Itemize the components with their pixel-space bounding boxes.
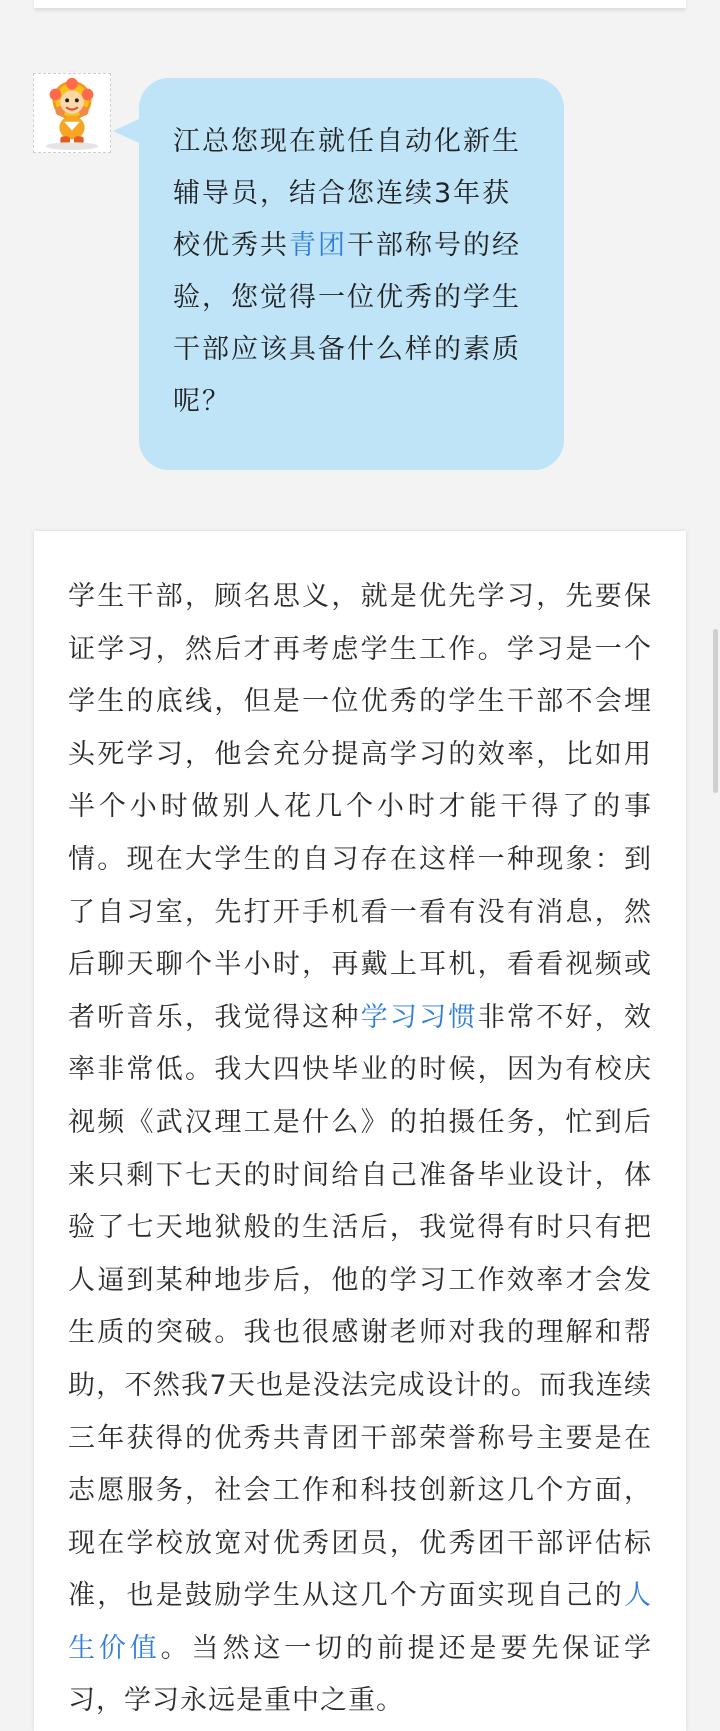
answer-card <box>34 531 686 1731</box>
vertical-scrollbar[interactable] <box>713 629 718 793</box>
answer-text <box>68 571 652 1728</box>
answer-link-study-habits[interactable]: 学习习惯 <box>360 1001 478 1033</box>
question-text <box>173 116 530 428</box>
answer-link-life-value[interactable]: 人生价值 <box>68 1580 652 1664</box>
answer-text-part-2: 非常不好，效率非常低。我大四快毕业的时候，因为有校庆视频《武汉理工是什么》的拍摄任务，忙到后来只剩下七天的时间给自己准备毕业设计，体验了七天地狱般的生活后，我觉得有时只有把人逼到某种地步后，他的学习工作效率才会发生质的突破。我也很感谢老师对我的理解和帮助，不然我7天也是没法完成设计的。而我连续三年获得的优秀共青团干部荣誉称号主要是在志愿服务，社会工作和科技创新这几个方面，现在学校放宽对优秀团员，优秀团干部评估标准，也是鼓励学生从这几个方面实现自己的 <box>68 1001 653 1612</box>
previous-card-edge <box>34 0 686 9</box>
speech-bubble-tail <box>113 118 141 144</box>
answer-text-part-1: 学生干部，顾名思义，就是优先学习，先要保证学习，然后才再考虑学生工作。学习是一个学生的底线，但是一位优秀的学生干部不会埋头死学习，他会充分提高学习的效率，比如用半个小时做别人花几个小时才能干得了的事情。现在大学生的自习存在这样一种现象：到了自习室，先打开手机看一看有没有消息，然后聊天聊个半小时，再戴上耳机，看看视频或者听音乐，我觉得这种 <box>68 581 652 1033</box>
question-bubble <box>139 78 564 470</box>
question-text-before-link: 江总您现在就任自动化新生辅导员，结合您连续3年获校优秀共 <box>173 126 521 261</box>
answer-text-part-3: 。当然这一切的前提还是要先保证学习，学习永远是重中之重。 <box>68 1632 653 1717</box>
question-text-after-link: 干部称号的经验，您觉得一位优秀的学生干部应该具备什么样的素质呢？ <box>173 230 521 417</box>
question-link-qingtuan[interactable]: 青团 <box>289 230 347 261</box>
sunflower-mascot-avatar-icon <box>33 73 111 153</box>
